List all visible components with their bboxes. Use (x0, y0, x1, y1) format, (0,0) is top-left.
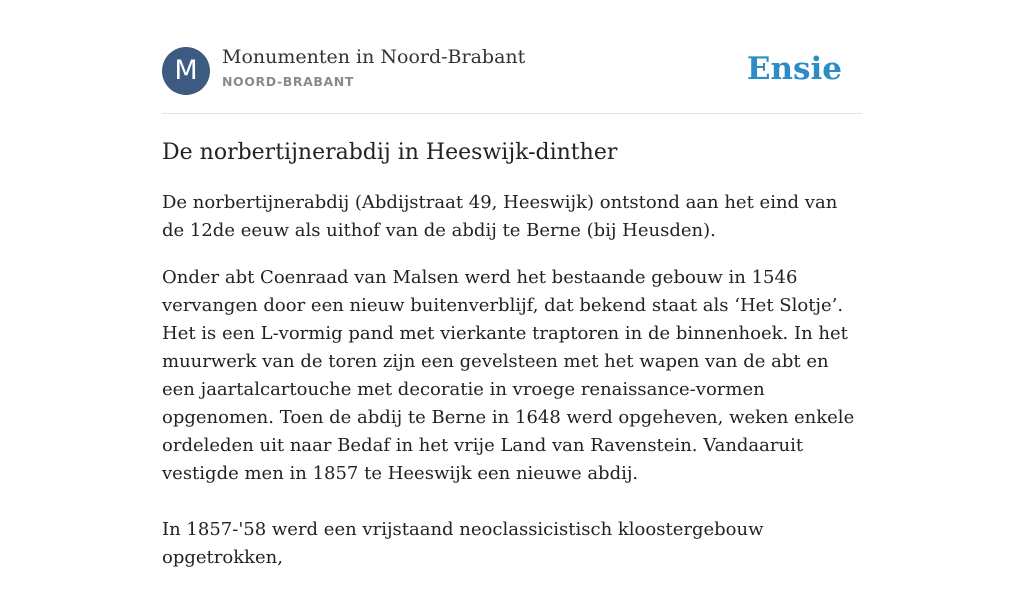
article-paragraph: De norbertijnerabdij (Abdijstraat 49, Heeswijk) ontstond aan het eind van de 12de eeuw als uithof van de abdij te Berne (bij Heusden). (162, 192, 838, 241)
article-title: De norbertijnerabdij in Heeswijk-dinther (162, 140, 618, 165)
ensie-logo[interactable]: Ensie (746, 51, 842, 87)
site-header (162, 46, 862, 96)
site-title-link[interactable]: Monumenten in Noord-Brabant (222, 46, 526, 68)
article-paragraph: In 1857-'58 werd een vrijstaand neoclassicistisch kloostergebouw opgetrokken, (162, 519, 764, 568)
article (162, 138, 862, 591)
site-subtitle: NOORD-BRABANT (222, 74, 354, 89)
article-paragraph: Onder abt Coenraad van Malsen werd het bestaande gebouw in 1546 vervangen door een nieuw buitenverblijf, dat bekend staat als ‘Het Slotje’. Het is een L-vormig pand met vierkante traptoren in de binnenhoek. In het muurwerk van de toren zijn een gevelsteen met het wapen van de abt en een jaartalcartouche met decoratie in vroege renaissance-vormen opgenomen. Toen de abdij te Berne in 1648 werd opgeheven, weken enkele ordeleden uit naar Bedaf in het vrije Land van Ravenstein. Vandaaruit vestigde men in 1857 te Heeswijk een nieuwe abdij. (162, 267, 855, 484)
header-divider (162, 113, 862, 114)
site-avatar[interactable]: M (162, 47, 210, 95)
